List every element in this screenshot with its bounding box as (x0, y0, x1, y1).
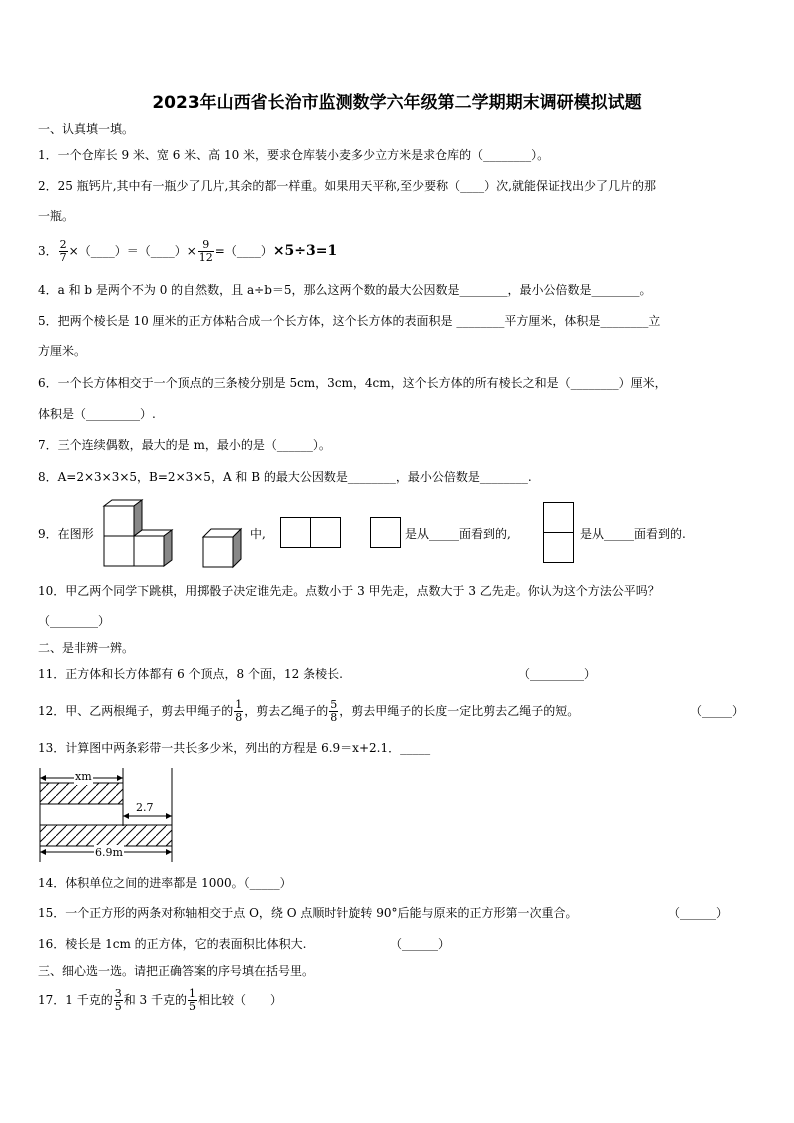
cube-stack-figure (104, 500, 180, 566)
question-3-number: 3． (38, 244, 58, 258)
question-17-part-1: 17．1 千克的 (38, 993, 113, 1007)
front-view-two-squares (280, 517, 342, 549)
question-4: 4．a 和 b 是两个不为 0 的自然数，且 a÷b＝5，那么这两个数的最大公因数是________，最小公倍数是________。 (38, 283, 652, 297)
question-16-answer: （______） (390, 937, 451, 951)
question-9-mid: 中, (250, 527, 266, 541)
question-9-text-1: 是从_____面看到的, (405, 527, 511, 541)
question-11-answer: （_________） (518, 667, 597, 681)
question-10-line-1: 10．甲乙两个同学下跳棋，用掷骰子决定谁先走。点数小于 3 甲先走，点数大于 3 乙先走。你认为这个方法公平吗？ (38, 584, 660, 598)
section-heading-1: 一、认真填一填。 (38, 122, 135, 136)
question-3-part-1: ×（____）＝（____）× (68, 244, 197, 258)
fraction-2-7: $\frac{2}{7}$ (59, 238, 67, 264)
page-title: 2023年山西省长治市监测数学六年级第二学期期末调研模拟试题 (152, 93, 642, 113)
fraction-1-5: $\frac{1}{5}$ (189, 987, 196, 1013)
question-12-part-3: ，剪去甲绳子的长度一定比剪去乙绳子的短。 (339, 704, 580, 718)
section-heading-3: 三、细心选一选。请把正确答案的序号填在括号里。 (38, 964, 315, 978)
ribbon-label-total: 6.9m (95, 846, 123, 859)
question-13: 13．计算图中两条彩带一共长多少米，列出的方程是 6.9＝x+2.1．_____ (38, 741, 431, 755)
fraction-1-8: $\frac{1}{8}$ (235, 698, 243, 724)
question-14: 14．体积单位之间的进率都是 1000。（_____） (38, 876, 292, 890)
question-5-line-1: 5．把两个棱长是 10 厘米的正方体粘合成一个长方体，这个长方体的表面积是 ________平方厘米，体积是________立 (38, 314, 661, 328)
single-square-view (370, 517, 402, 549)
question-10-line-2: （________） (38, 614, 111, 628)
ribbon-label-x: xm (75, 770, 92, 783)
question-17 (38, 985, 282, 1015)
question-12-part-2: ，剪去乙绳子的 (244, 704, 329, 718)
ribbon-label-2-7: 2.7 (136, 801, 154, 814)
question-2-line-2: 一瓶。 (38, 209, 75, 223)
question-8: 8．A=2×3×3×5，B=2×3×5，A 和 B 的最大公因数是________，最小公倍数是________. (38, 470, 532, 484)
section-heading-2: 二、是非辨一辨。 (38, 641, 135, 655)
question-2-line-1: 2．25 瓶钙片,其中有一瓶少了几片,其余的都一样重。如果用天平称,至少要称（____）次,就能保证找出少了几片的那 (38, 179, 656, 193)
question-12-part-1: 12．甲、乙两根绳子，剪去甲绳子的 (38, 704, 234, 718)
question-12 (38, 696, 579, 726)
question-3-part-3: ×5÷3=1 (272, 243, 338, 259)
question-9-prefix: 9．在图形 (38, 527, 94, 541)
question-6-line-1: 6．一个长方体相交于一个顶点的三条棱分别是 5cm，3cm，4cm，这个长方体的所有棱长之和是（________）厘米， (38, 376, 667, 390)
side-view-two-squares (543, 502, 575, 564)
question-12-answer: （_____） (690, 704, 745, 718)
question-15-answer: （______） (668, 906, 729, 920)
question-1: 1．一个仓库长 9 米、宽 6 米、高 10 米，要求仓库装小麦多少立方米是求仓库的（________）。 (38, 148, 550, 162)
question-17-part-2: 和 3 千克的 (123, 993, 187, 1007)
single-cube-figure (203, 529, 247, 567)
question-3 (38, 236, 337, 266)
question-5-line-2: 方厘米。 (38, 344, 87, 358)
question-7: 7．三个连续偶数，最大的是 m，最小的是（______）。 (38, 438, 331, 452)
question-15: 15．一个正方形的两条对称轴相交于点 O，绕 O 点顺时针旋转 90°后能与原来的正方形第一次重合。 (38, 906, 578, 920)
question-16: 16．棱长是 1cm 的正方体，它的表面积比体积大. (38, 937, 307, 951)
question-6-line-2: 体积是（_________）. (38, 407, 156, 421)
fraction-3-5: $\frac{3}{5}$ (114, 987, 122, 1013)
question-9-text-2: 是从_____面看到的. (580, 527, 686, 541)
question-17-part-3: 相比较（ ） (198, 993, 283, 1007)
question-3-part-2: =（____） (214, 244, 273, 258)
fraction-5-8: $\frac{5}{8}$ (330, 698, 338, 724)
fraction-9-12: $\frac{9}{12}$ (198, 238, 213, 264)
question-11: 11．正方体和长方体都有 6 个顶点，8 个面，12 条棱长. (38, 667, 343, 681)
